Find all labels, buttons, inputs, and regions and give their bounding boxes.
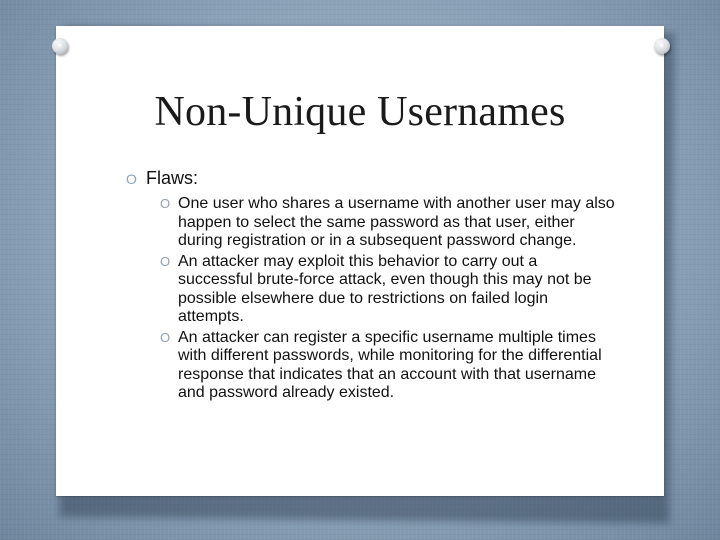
- bullet-circle-icon: O: [160, 253, 171, 269]
- sub-bullet-list: [160, 195, 616, 403]
- slide-content: [126, 168, 616, 405]
- sub-bullet-text: An attacker may exploit this behavior to carry out a successful brute-force attack, even though this may not be possible elsewhere due to restrictions on failed login attempts.: [178, 252, 592, 325]
- main-bullet-text: Flaws:: [146, 168, 199, 188]
- bullet-circle-icon: O: [126, 171, 137, 187]
- bullet-circle-icon: O: [160, 329, 171, 345]
- sub-bullet-text: An attacker can register a specific username multiple times with different passwords, while monitoring for the differential response that indicates that an account with that username and password already existed.: [178, 328, 602, 401]
- list-item: [160, 195, 616, 251]
- bullet-circle-icon: O: [160, 196, 171, 211]
- sub-bullet-text: One user who shares a username with another user may also happen to select the same password as that user, either during registration or in a subsequent password change.: [178, 195, 615, 249]
- pushpin-icon: [52, 38, 68, 54]
- pushpin-icon: [654, 38, 670, 54]
- slide-title: Non-Unique Usernames: [154, 89, 566, 135]
- main-bullet: [126, 168, 616, 189]
- list-item: [160, 253, 616, 327]
- list-item: [160, 329, 616, 403]
